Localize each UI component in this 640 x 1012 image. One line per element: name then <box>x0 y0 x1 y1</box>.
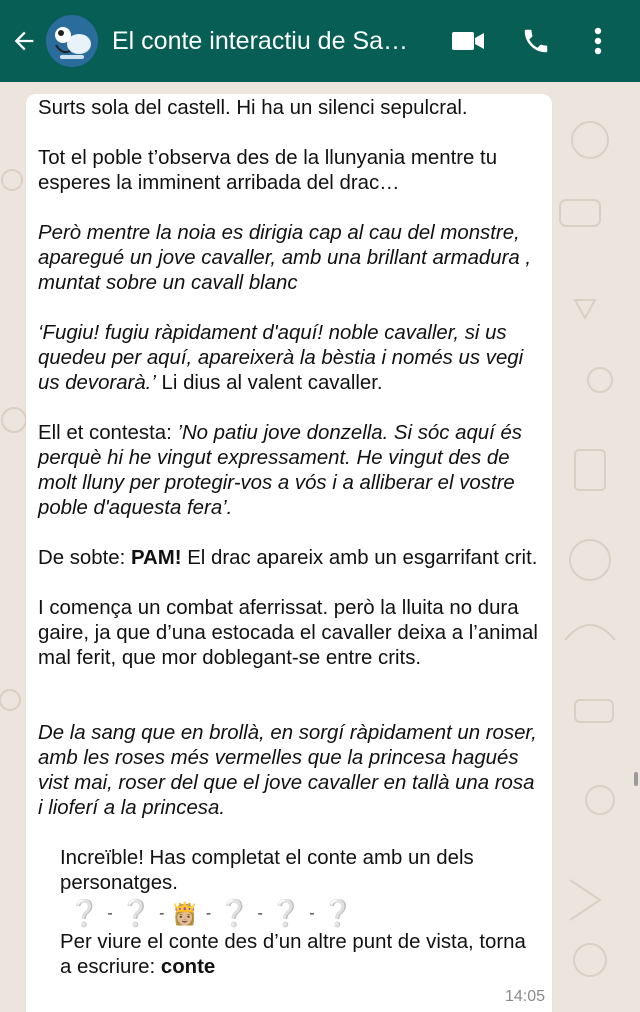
chat-title[interactable]: El conte interactiu de Sa… <box>112 26 408 55</box>
back-button[interactable] <box>2 0 46 82</box>
more-options-button[interactable] <box>570 0 626 82</box>
pam-text: PAM! <box>130 547 182 569</box>
princess-icon: 👸🏼 <box>171 900 200 926</box>
avatar-image <box>46 15 98 67</box>
unknown-character-icon: ❔ <box>218 897 252 928</box>
paragraph-6 <box>38 546 540 571</box>
paragraph-8: De la sang que en brollà, en sorgí ràpidament un roser, amb les roses més vermelles que la princesa hagués vist mai, roser del que el jove cavaller en tallà una rosa i lioferí a la princesa. <box>38 722 537 819</box>
dialogue-knight: ’No patiu jove donzella. Si sóc aquí és perquè hi he vingut expressament. He vingut des de molt lluny per protegir-vos a vós i a alliberar el vostre poble d'aquesta fera’. <box>38 422 523 519</box>
paragraph-9: Increïble! Has completat el conte amb un dels personatges. <box>60 847 474 894</box>
contact-avatar[interactable] <box>46 15 98 67</box>
paragraph-10 <box>38 930 540 980</box>
unknown-character-icon: ❔ <box>321 897 355 928</box>
unknown-character-icon: ❔ <box>119 897 154 928</box>
chat-header <box>0 0 640 82</box>
message-text <box>38 96 540 980</box>
paragraph-7: I comença un combat aferrissat. però la lluita no dura gaire, ja que d’una estocada el cavaller deixa a l’animal mal ferit, que mor doblegant-se entre crits. <box>38 597 538 669</box>
voice-call-button[interactable] <box>502 0 570 82</box>
message-timestamp: 14:05 <box>504 988 545 1005</box>
separator: - <box>159 904 166 922</box>
scroll-indicator[interactable] <box>634 772 638 786</box>
arrow-left-icon <box>10 27 38 55</box>
character-progress <box>38 896 540 930</box>
keyword-conte: conte <box>160 956 216 978</box>
phone-icon <box>521 26 551 56</box>
more-vert-icon <box>594 27 602 55</box>
paragraph-5 <box>38 421 540 521</box>
video-call-button[interactable] <box>434 0 502 82</box>
paragraph-2: Tot el poble t’observa des de la llunyania mentre tu esperes la imminent arribada del drac… <box>38 147 498 194</box>
sudden-lead: De sobte: <box>38 547 131 569</box>
paragraph-1: Surts sola del castell. Hi ha un silenci sepulcral. <box>38 97 468 119</box>
paragraph-4 <box>38 321 540 396</box>
dialogue-tag: Li dius al valent cavaller. <box>155 372 383 394</box>
unknown-character-icon: ❔ <box>269 897 304 928</box>
reply-lead: Ell et contesta: <box>38 422 178 444</box>
retry-lead: Per viure el conte des d’un altre punt de vista, torna a escriure: <box>60 931 526 978</box>
paragraph-3: Però mentre la noia es dirigia cap al cau del monstre, aparegué un jove cavaller, amb una brillant armadura , muntat sobre un cavall blanc <box>38 222 532 294</box>
video-call-icon <box>451 29 485 53</box>
separator: - <box>309 904 316 922</box>
dragon-appears: El drac apareix amb un esgarrifant crit. <box>181 547 538 569</box>
separator: - <box>107 904 114 922</box>
separator: - <box>257 904 264 922</box>
separator: - <box>205 904 213 922</box>
dialogue-princess: ‘Fugiu! fugiu ràpidament d'aquí! noble cavaller, si us quedeu per aquí, apareixerà la bèstia i només us vegi us devorarà.’ <box>38 322 524 394</box>
unknown-character-icon: ❔ <box>68 897 102 928</box>
